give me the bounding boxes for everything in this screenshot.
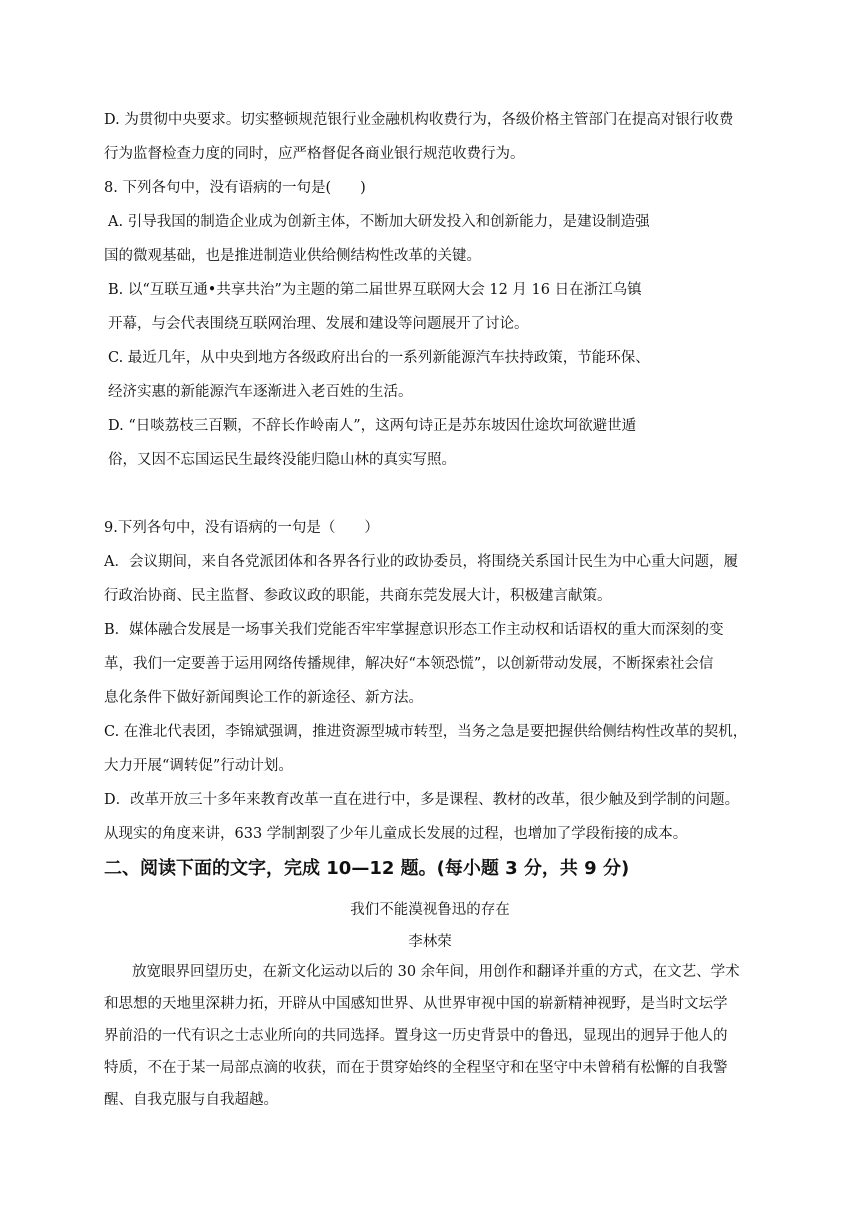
q7-option-d-line2: 行为监督检查力度的同时，应严格督促各商业银行规范收费行为。 [104,146,525,162]
article-paragraph-line5: 醒、自我克服与自我超越。 [104,1092,278,1108]
q8-option-c-line1: C. 最近几年，从中央到地方各级政府出台的一系列新能源汽车扶持政策，节能环保、 [108,350,650,366]
section-heading: 二、阅读下面的文字，完成 10—12 题。(每小题 3 分，共 9 分) [104,858,630,879]
q9-option-b-line1: B．媒体融合发展是一场事关我们党能否牢牢掌握意识形态工作主动权和话语权的重大而深刻的变 [104,622,724,638]
q8-option-d-line2: 俗，又因不忘国运民生最终没能归隐山林的真实写照。 [108,452,456,468]
article-paragraph-line4: 特质，不在于某一局部点滴的收获，而在于贯穿始终的全程坚守和在坚守中未曾稍有松懈的自我警 [104,1060,728,1076]
q9-stem: 9.下列各句中，没有语病的一句是（ ） [104,520,379,536]
article-paragraph-line2: 和思想的天地里深耕力拓，开辟从中国感知世界、从世界审视中国的崭新精神视野，是当时文坛学 [104,996,728,1012]
q8-option-b-line1: B. 以“互联互通•共享共治”为主题的第二届世界互联网大会 12 月 16 日在浙江乌镇 [108,282,642,298]
q9-option-c-line1: C. 在淮北代表团，李锦斌强调，推进资源型城市转型，当务之急是要把握供给侧结构性改革的契机， [104,724,748,740]
article-paragraph-line3: 界前沿的一代有识之士志业所向的共同选择。置身这一历史背景中的鲁迅，显现出的迥异于他人的 [104,1028,728,1044]
article-paragraph-line1: 放宽眼界回望历史，在新文化运动以后的 30 余年间，用创作和翻译并重的方式，在文艺、学术 [132,964,740,980]
q9-option-d-line1: D．改革开放三十多年来教育改革一直在进行中，多是课程、教材的改革，很少触及到学制的问题。 [104,792,740,808]
q7-option-d-line1: D. 为贯彻中央要求。切实整顿规范银行业金融机构收费行为，各级价格主管部门在提高对银行收费 [104,112,734,128]
q8-stem: 8. 下列各句中，没有语病的一句是( ) [104,180,366,196]
q8-option-c-line2: 经济实惠的新能源汽车逐渐进入老百姓的生活。 [108,384,413,400]
q8-option-b-line2: 开幕，与会代表围绕互联网治理、发展和建设等问题展开了讨论。 [108,316,529,332]
q8-option-a-line2: 国的微观基础，也是推进制造业供给侧结构性改革的关键。 [104,248,481,264]
q9-option-b-line2: 革，我们一定要善于运用网络传播规律，解决好“本领恐慌”，以创新带动发展，不断探索社会信 [104,656,714,672]
q9-option-a-line2: 行政治协商、民主监督、参政议政的职能，共商东莞发展大计，积极建言献策。 [104,588,612,604]
q9-option-b-line3: 息化条件下做好新闻舆论工作的新途径、新方法。 [104,690,423,706]
q8-option-d-line1: D. “日啖荔枝三百颗，不辞长作岭南人”，这两句诗正是苏东坡因仕途坎坷欲避世遁 [108,418,637,434]
article-author: 李林荣 [408,934,452,950]
q8-option-a-line1: A. 引导我国的制造企业成为创新主体，不断加大研发投入和创新能力，是建设制造强 [108,214,650,230]
q9-option-d-line2: 从现实的角度来讲，633 学制割裂了少年儿童成长发展的过程，也增加了学段衔接的成本。 [104,826,688,842]
q9-option-a-line1: A．会议期间，来自各党派团体和各界各行业的政协委员，将围绕关系国计民生为中心重大问题，履 [104,554,738,570]
q9-option-c-line2: 大力开展“调转促”行动计划。 [104,758,293,774]
article-title: 我们不能漠视鲁迅的存在 [350,902,510,918]
